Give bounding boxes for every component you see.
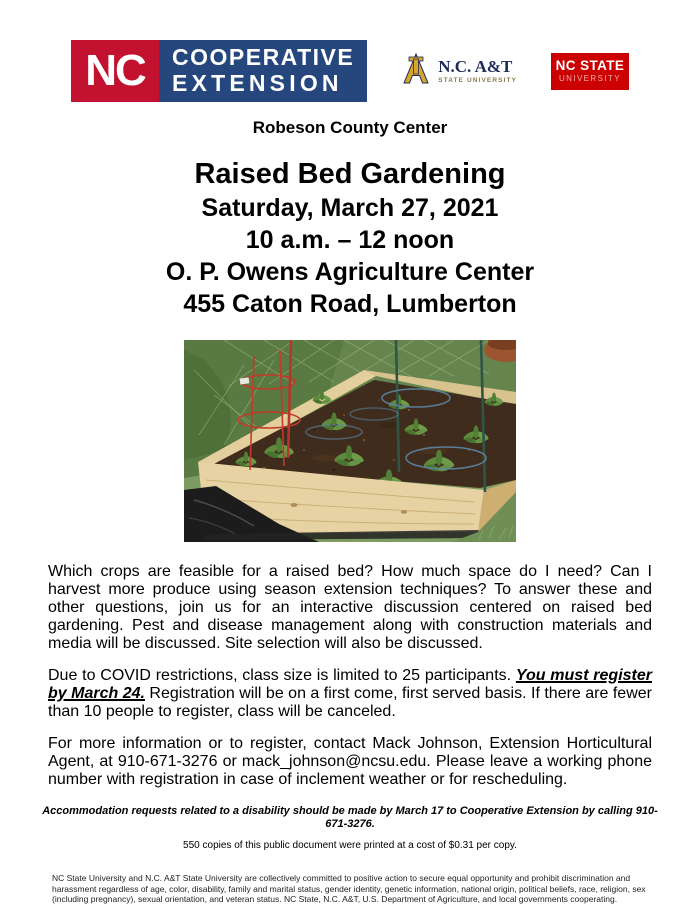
paragraph-registration: [48, 667, 652, 721]
ncstate-line1: NC STATE: [555, 58, 625, 74]
equal-opportunity-disclaimer: NC State University and N.C. A&T State University are collectively committed to positive action to secure equal opportunity and prohibit discrimination and harassment regardless of age, color, disability, family and marital status, gender identity, genetic information, national origin, political beliefs, race, religion, sex (including pregnancy), sexual orientation, and veteran status. NC State, N.C. A&T, U.S. Department of Agriculture, and local governments cooperating.: [52, 873, 646, 904]
event-date: Saturday, March 27, 2021: [201, 194, 499, 222]
paragraph-intro: Which crops are feasible for a raised bed? How much space do I need? Can I harvest more produce using season extension techniques? To answer these and other questions, join us for an interactive discussion centered on raised bed gardening. Pest and disease management along with construction materials and media will be discussed. Site selection will also be discussed.: [48, 563, 652, 652]
county-center-name: Robeson County Center: [252, 118, 448, 137]
nc-extension-red-block: NC: [71, 40, 159, 102]
printing-cost-note: 550 copies of this public document were printed at a cost of $0.31 per copy.: [183, 840, 517, 851]
register-deadline-emphasis: You must register by March 24.: [48, 667, 653, 702]
event-title: Raised Bed Gardening: [194, 158, 506, 190]
event-time: 10 a.m. – 12 noon: [245, 226, 455, 254]
raised-bed-garden-photo: [184, 340, 516, 542]
nc-cooperative-extension-logo: [71, 40, 367, 102]
paragraph-contact: For more information or to register, contact Mack Johnson, Extension Horticultural Agent, at 910-671-3276 or mack_johnson@ncsu.edu. Please leave a working phone number with registration in case of inclement weather or for rescheduling.: [48, 735, 652, 788]
extension-logo-line1: COOPERATIVE: [172, 44, 355, 71]
accommodation-notice: Accommodation requests related to a disability should be made by March 17 to Cooperative Extension by calling 910-671-3276.: [42, 805, 658, 830]
event-address: 455 Caton Road, Lumberton: [183, 290, 517, 318]
event-venue: O. P. Owens Agriculture Center: [165, 258, 535, 286]
registration-text-start: Due to COVID restrictions, class size is limited to 25 participants.: [48, 667, 516, 684]
event-title-block: [0, 156, 700, 320]
ncat-wordmark: [438, 58, 517, 85]
ncat-logo: [401, 52, 517, 91]
body-text: [48, 563, 652, 789]
logo-row: [0, 0, 700, 102]
ncstate-logo: [551, 53, 629, 90]
ncstate-line2: UNIVERSITY: [558, 73, 621, 83]
nc-extension-blue-block: [159, 40, 367, 102]
ncat-monogram-icon: [401, 52, 431, 91]
ncat-name: N.C. A&T: [438, 56, 513, 76]
extension-logo-line2: EXTENSION: [172, 70, 343, 96]
ncat-subtitle: STATE UNIVERSITY: [438, 77, 517, 85]
registration-text-end: Registration will be on a first come, first served basis. If there are fewer than 10 people to register, class will be canceled.: [48, 685, 652, 720]
